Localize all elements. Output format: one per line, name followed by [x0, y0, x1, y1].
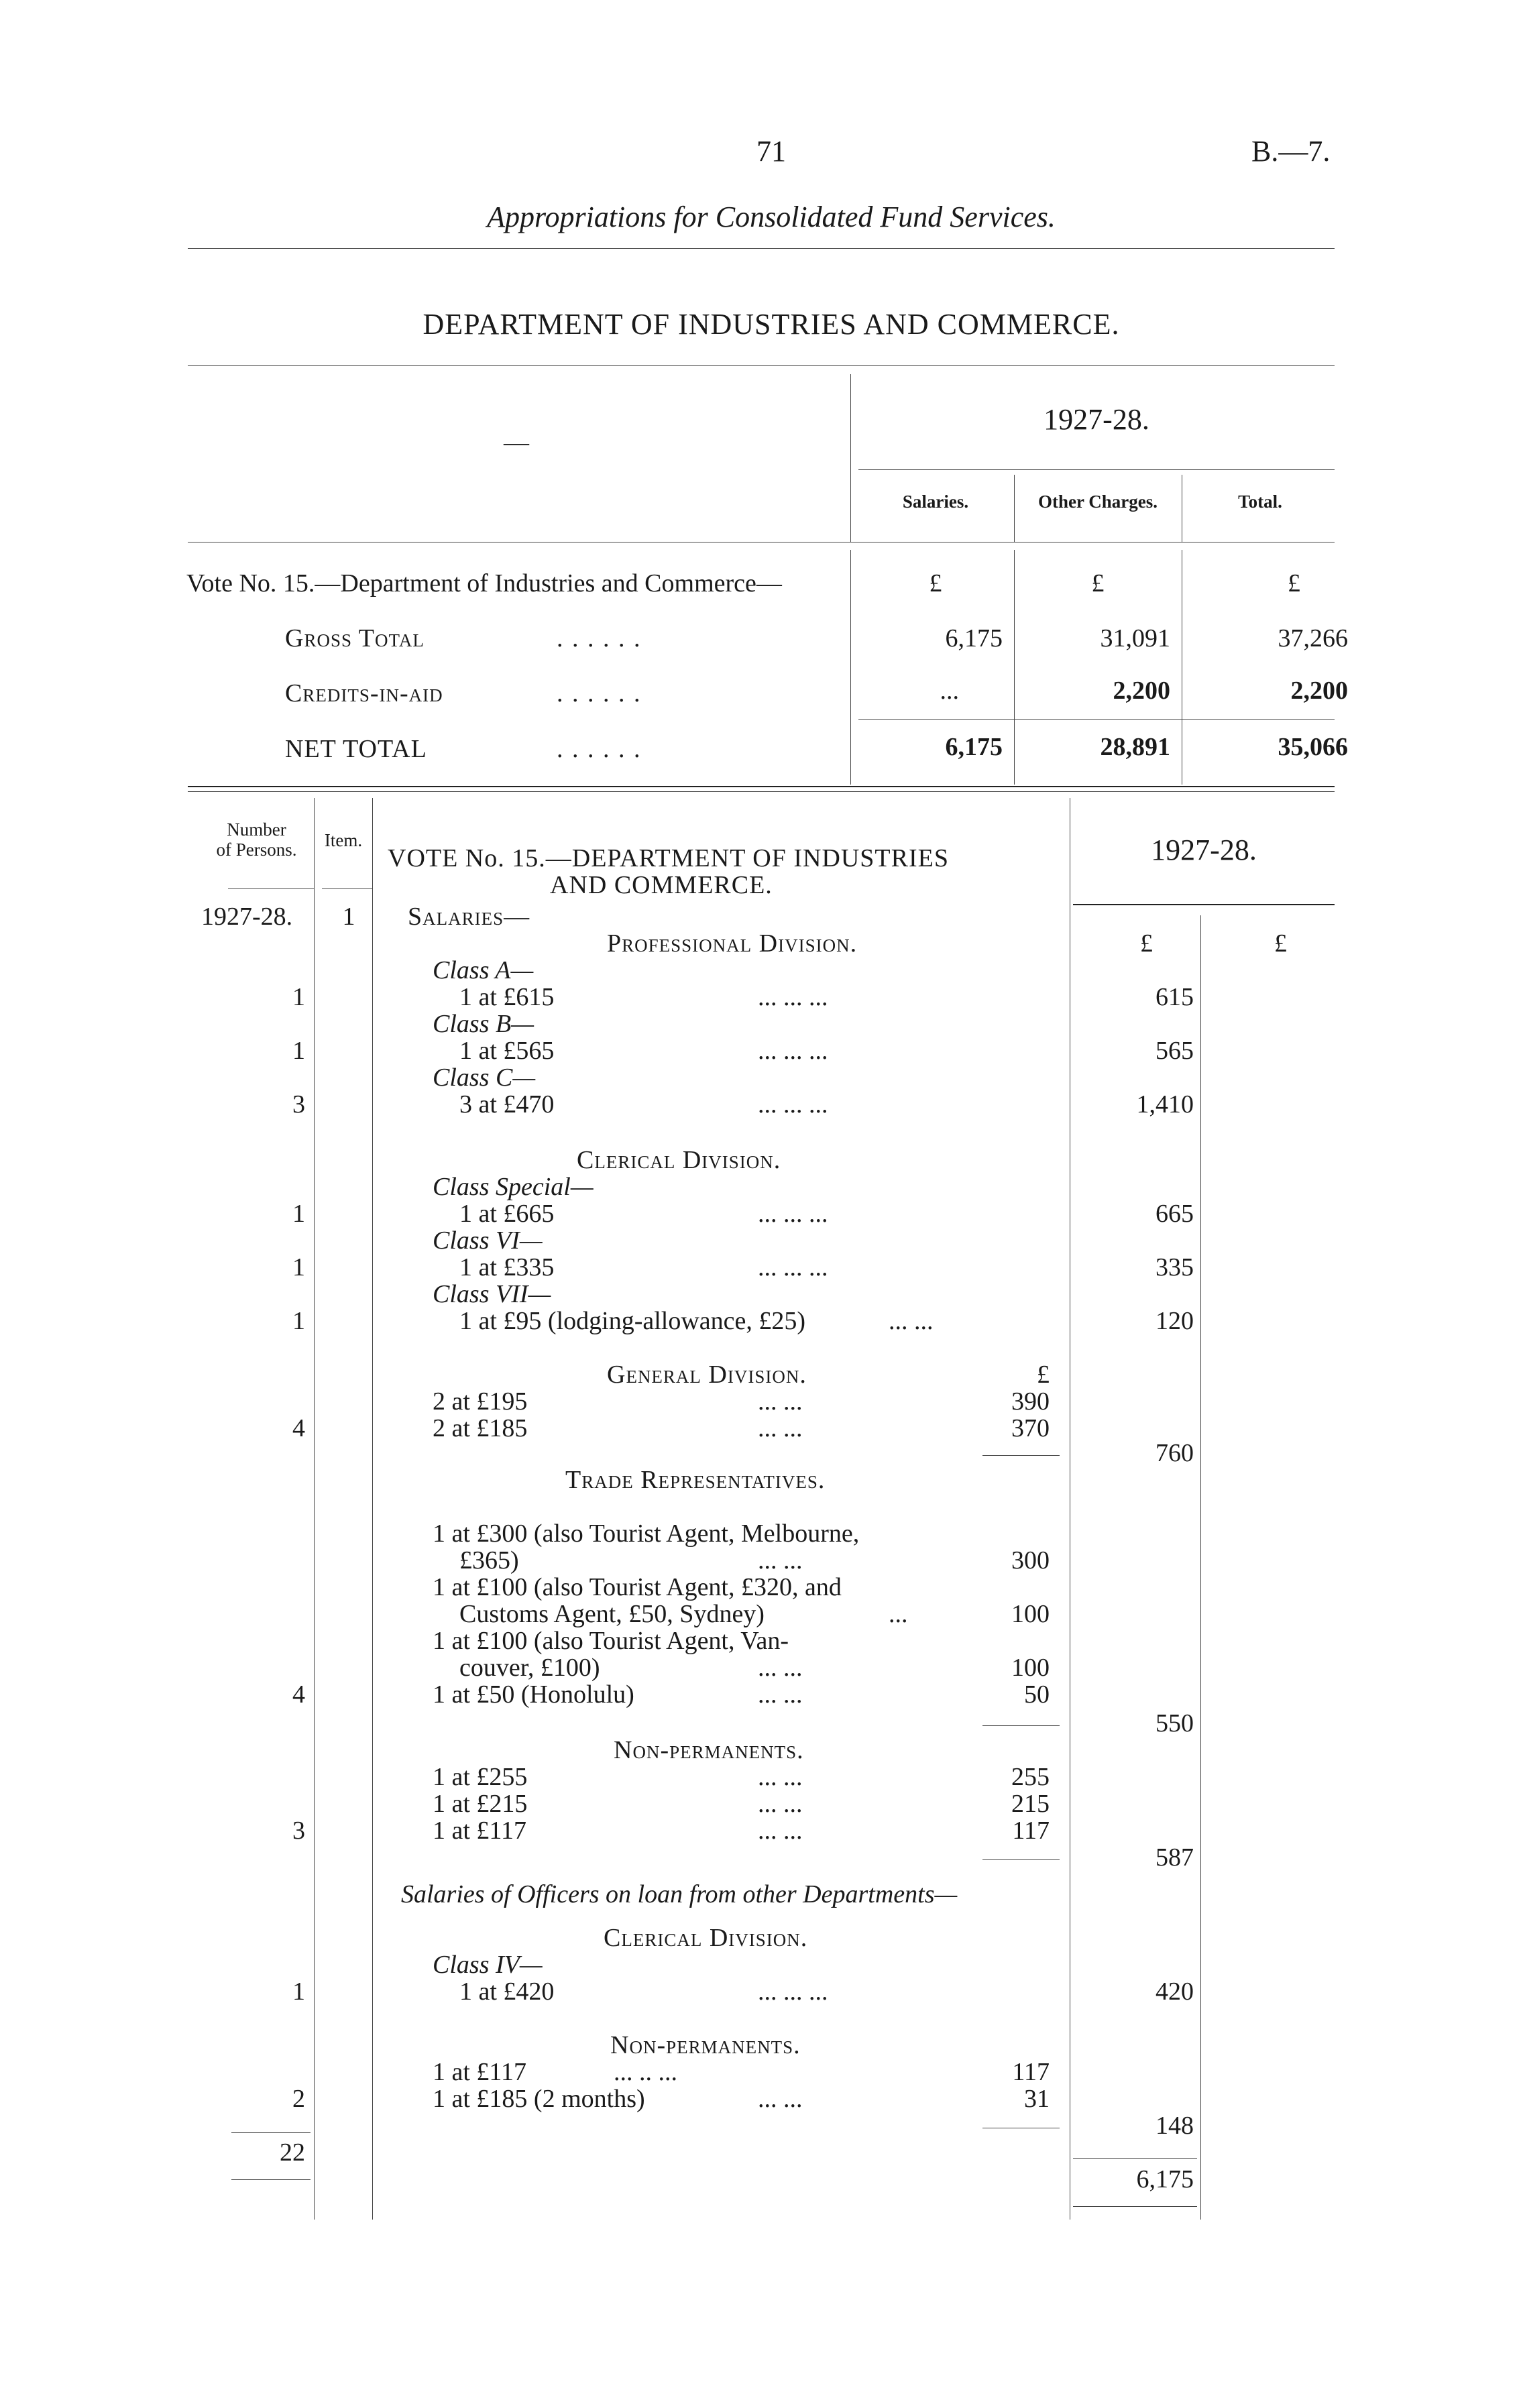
- loan-np-persons: 2: [292, 2085, 305, 2113]
- class-c-amount: 1,410: [1136, 1090, 1194, 1119]
- trade-line4: 1 at £50 (Honolulu): [433, 1680, 634, 1709]
- amount-total-underline: [1073, 2206, 1197, 2207]
- loan-heading: Salaries of Officers on loan from other Departments—: [401, 1880, 958, 1908]
- trade-sub3: 100: [1011, 1654, 1050, 1682]
- loan-nonperm-heading: Non-permanents.: [610, 2031, 801, 2059]
- class-iv-dots: ... ... ...: [758, 1977, 828, 2006]
- np-persons: 3: [292, 1817, 305, 1845]
- np-amount: 587: [1156, 1843, 1194, 1872]
- general-persons: 4: [292, 1414, 305, 1442]
- class-c-label: Class C—: [433, 1064, 536, 1092]
- detail-year-heading: 1927-28.: [1151, 834, 1257, 866]
- vote-title-line2: AND COMMERCE.: [550, 871, 773, 899]
- trade-sub4: 50: [1024, 1680, 1050, 1709]
- net-sum-rule: [858, 719, 1335, 720]
- loan-np-line1: 1 at £117: [433, 2058, 527, 2086]
- np-dots2: ... ...: [758, 1790, 803, 1818]
- vote-label: Vote No. 15.—Department of Industries and Commerce—: [186, 569, 782, 597]
- class-vii-label: Class VII—: [433, 1280, 551, 1308]
- class-special-amount: 665: [1156, 1200, 1194, 1228]
- np-line1: 1 at £255: [433, 1763, 528, 1791]
- credits-other: 2,200: [1113, 677, 1170, 705]
- class-a-persons: 1: [292, 983, 305, 1011]
- gross-total-label: Gross Total: [285, 624, 425, 652]
- credits-salaries: ...: [940, 677, 959, 705]
- credits-total: 2,200: [1290, 677, 1348, 705]
- np-line3: 1 at £117: [433, 1817, 527, 1845]
- class-vii-line: 1 at £95 (lodging-allowance, £25): [459, 1307, 806, 1335]
- item-number: 1: [342, 903, 355, 931]
- net-total: 35,066: [1278, 733, 1348, 761]
- class-b-amount: 565: [1156, 1037, 1194, 1065]
- detail-currency-2: £: [1274, 929, 1287, 958]
- detail-rule-persons: [314, 798, 315, 2220]
- np-sum-rule: [982, 1859, 1060, 1860]
- net-total-label: NET TOTAL: [285, 735, 427, 763]
- nonperm-heading: Non-permanents.: [614, 1736, 804, 1764]
- net-leader: . . . . . .: [557, 735, 642, 763]
- net-other: 28,891: [1100, 733, 1170, 761]
- subtitle-rule: [188, 248, 1335, 249]
- general-dots2: ... ...: [758, 1414, 803, 1442]
- class-vi-dots: ... ... ...: [758, 1253, 828, 1281]
- trade-dots2: ...: [889, 1600, 908, 1628]
- loan-np-sub1: 117: [1012, 2058, 1050, 2086]
- trade-line1a: 1 at £300 (also Tourist Agent, Melbourne,: [433, 1520, 860, 1548]
- loan-np-amount: 148: [1156, 2112, 1194, 2140]
- loan-np-sub2: 31: [1024, 2085, 1050, 2113]
- np-sub2: 215: [1011, 1790, 1050, 1818]
- class-special-dots: ... ... ...: [758, 1200, 828, 1228]
- col-item: Item.: [324, 830, 363, 850]
- department-heading: DEPARTMENT OF INDUSTRIES AND COMMERCE.: [422, 308, 1120, 341]
- col-number-of-persons-line2: of Persons.: [216, 840, 297, 860]
- year-rule: [858, 469, 1335, 470]
- loan-np-line2: 1 at £185 (2 months): [433, 2085, 645, 2113]
- class-vi-persons: 1: [292, 1253, 305, 1281]
- class-a-dots: ... ... ...: [758, 983, 828, 1011]
- np-line2: 1 at £215: [433, 1790, 528, 1818]
- detail-rule-total: [1200, 915, 1201, 2220]
- gross-total: 37,266: [1278, 624, 1348, 652]
- class-special-persons: 1: [292, 1200, 305, 1228]
- trade-sub1: 300: [1011, 1546, 1050, 1574]
- col-number-of-persons: [201, 819, 312, 860]
- vote-title-line1: VOTE No. 15.—DEPARTMENT OF INDUSTRIES: [388, 844, 949, 872]
- general-line1: 2 at £195: [433, 1387, 528, 1416]
- summary-bottom-rule-2: [188, 791, 1335, 792]
- class-a-line: 1 at £615: [459, 983, 555, 1011]
- summary-body-rule-1: [1014, 550, 1015, 785]
- class-vii-amount: 120: [1156, 1307, 1194, 1335]
- net-salaries: 6,175: [945, 733, 1003, 761]
- document-reference: B.—7.: [1251, 135, 1331, 168]
- persons-total-underline: [231, 2179, 311, 2180]
- salaries-label: Salaries—: [408, 903, 530, 931]
- class-special-line: 1 at £665: [459, 1200, 555, 1228]
- col-other-charges: Other Charges.: [1038, 492, 1158, 512]
- trade-dots1: ... ...: [758, 1546, 803, 1574]
- class-c-dots: ... ... ...: [758, 1090, 828, 1119]
- detail-year-rule: [1073, 904, 1335, 905]
- gross-salaries: 6,175: [945, 624, 1003, 652]
- class-iv-amount: 420: [1156, 1977, 1194, 2006]
- class-c-persons: 3: [292, 1090, 305, 1119]
- class-iv-label: Class IV—: [433, 1951, 543, 1979]
- detail-rule-item: [372, 798, 373, 2220]
- general-sub1: 390: [1011, 1387, 1050, 1416]
- currency-total: £: [1288, 569, 1300, 597]
- class-b-label: Class B—: [433, 1010, 534, 1038]
- gross-other: 31,091: [1100, 624, 1170, 652]
- trade-persons: 4: [292, 1680, 305, 1709]
- col-total: Total.: [1238, 492, 1282, 512]
- clerical-heading: Clerical Division.: [577, 1146, 781, 1174]
- np-dots1: ... ...: [758, 1763, 803, 1791]
- np-sub3: 117: [1012, 1817, 1050, 1845]
- trade-heading: Trade Representatives.: [565, 1466, 826, 1494]
- col-number-of-persons-line1: Number: [227, 819, 286, 840]
- summary-col-rule-1: [1014, 475, 1015, 542]
- trade-line3a: 1 at £100 (also Tourist Agent, Van-: [433, 1627, 789, 1655]
- trade-line3b: couver, £100): [459, 1654, 600, 1682]
- detail-currency-1: £: [1140, 929, 1153, 958]
- persons-total-rule: [231, 2132, 311, 2133]
- class-b-line: 1 at £565: [459, 1037, 555, 1065]
- class-vi-amount: 335: [1156, 1253, 1194, 1281]
- page-number: 71: [756, 135, 786, 168]
- general-currency: £: [1037, 1361, 1050, 1389]
- credits-leader: . . . . . .: [557, 679, 642, 707]
- class-b-persons: 1: [292, 1037, 305, 1065]
- general-line2: 2 at £185: [433, 1414, 528, 1442]
- summary-dash: —: [504, 428, 529, 457]
- page-subtitle: Appropriations for Consolidated Fund Services.: [487, 200, 1056, 233]
- total-persons: 22: [280, 2138, 305, 2167]
- class-vii-persons: 1: [292, 1307, 305, 1335]
- class-iv-persons: 1: [292, 1977, 305, 2006]
- summary-left-rule: [850, 374, 851, 542]
- amount-total-rule: [1073, 2158, 1197, 2159]
- summary-bottom-rule-1: [188, 786, 1335, 787]
- loan-np-dots1: ... .. ...: [614, 2058, 677, 2086]
- trade-line2a: 1 at £100 (also Tourist Agent, £320, and: [433, 1573, 842, 1601]
- general-sum-rule: [982, 1455, 1060, 1456]
- currency-salaries: £: [929, 569, 942, 597]
- gross-leader: . . . . . .: [557, 624, 642, 652]
- summary-year: 1927-28.: [1044, 403, 1149, 436]
- persons-year: 1927-28.: [201, 903, 293, 931]
- general-dots1: ... ...: [758, 1387, 803, 1416]
- class-iv-line: 1 at £420: [459, 1977, 555, 2006]
- persons-header-rule: [228, 888, 314, 889]
- trade-dots4: ... ...: [758, 1680, 803, 1709]
- trade-line1b: £365): [459, 1546, 519, 1574]
- item-header-rule: [322, 888, 372, 889]
- department-rule: [188, 365, 1335, 366]
- class-c-line: 3 at £470: [459, 1090, 555, 1119]
- class-vi-label: Class VI—: [433, 1226, 543, 1255]
- class-vi-line: 1 at £335: [459, 1253, 555, 1281]
- credits-label: Credits-in-aid: [285, 679, 443, 707]
- currency-other: £: [1091, 569, 1105, 597]
- loan-clerical-heading: Clerical Division.: [604, 1924, 808, 1952]
- class-a-amount: 615: [1156, 983, 1194, 1011]
- trade-sub2: 100: [1011, 1600, 1050, 1628]
- np-dots3: ... ...: [758, 1817, 803, 1845]
- class-vii-dots: ... ...: [889, 1307, 934, 1335]
- summary-body-rule-0: [850, 550, 851, 785]
- trade-line2b: Customs Agent, £50, Sydney): [459, 1600, 765, 1628]
- class-b-dots: ... ... ...: [758, 1037, 828, 1065]
- col-salaries: Salaries.: [902, 492, 969, 512]
- np-sub1: 255: [1011, 1763, 1050, 1791]
- class-special-label: Class Special—: [433, 1173, 594, 1201]
- professional-heading: Professional Division.: [607, 929, 858, 958]
- loan-np-dots2: ... ...: [758, 2085, 803, 2113]
- trade-dots3: ... ...: [758, 1654, 803, 1682]
- trade-sum-rule: [982, 1725, 1060, 1726]
- trade-amount: 550: [1156, 1709, 1194, 1737]
- general-sub2: 370: [1011, 1414, 1050, 1442]
- class-a-label: Class A—: [433, 956, 534, 984]
- general-amount: 760: [1156, 1439, 1194, 1467]
- total-amount: 6,175: [1136, 2165, 1194, 2193]
- general-heading: General Division.: [607, 1361, 807, 1389]
